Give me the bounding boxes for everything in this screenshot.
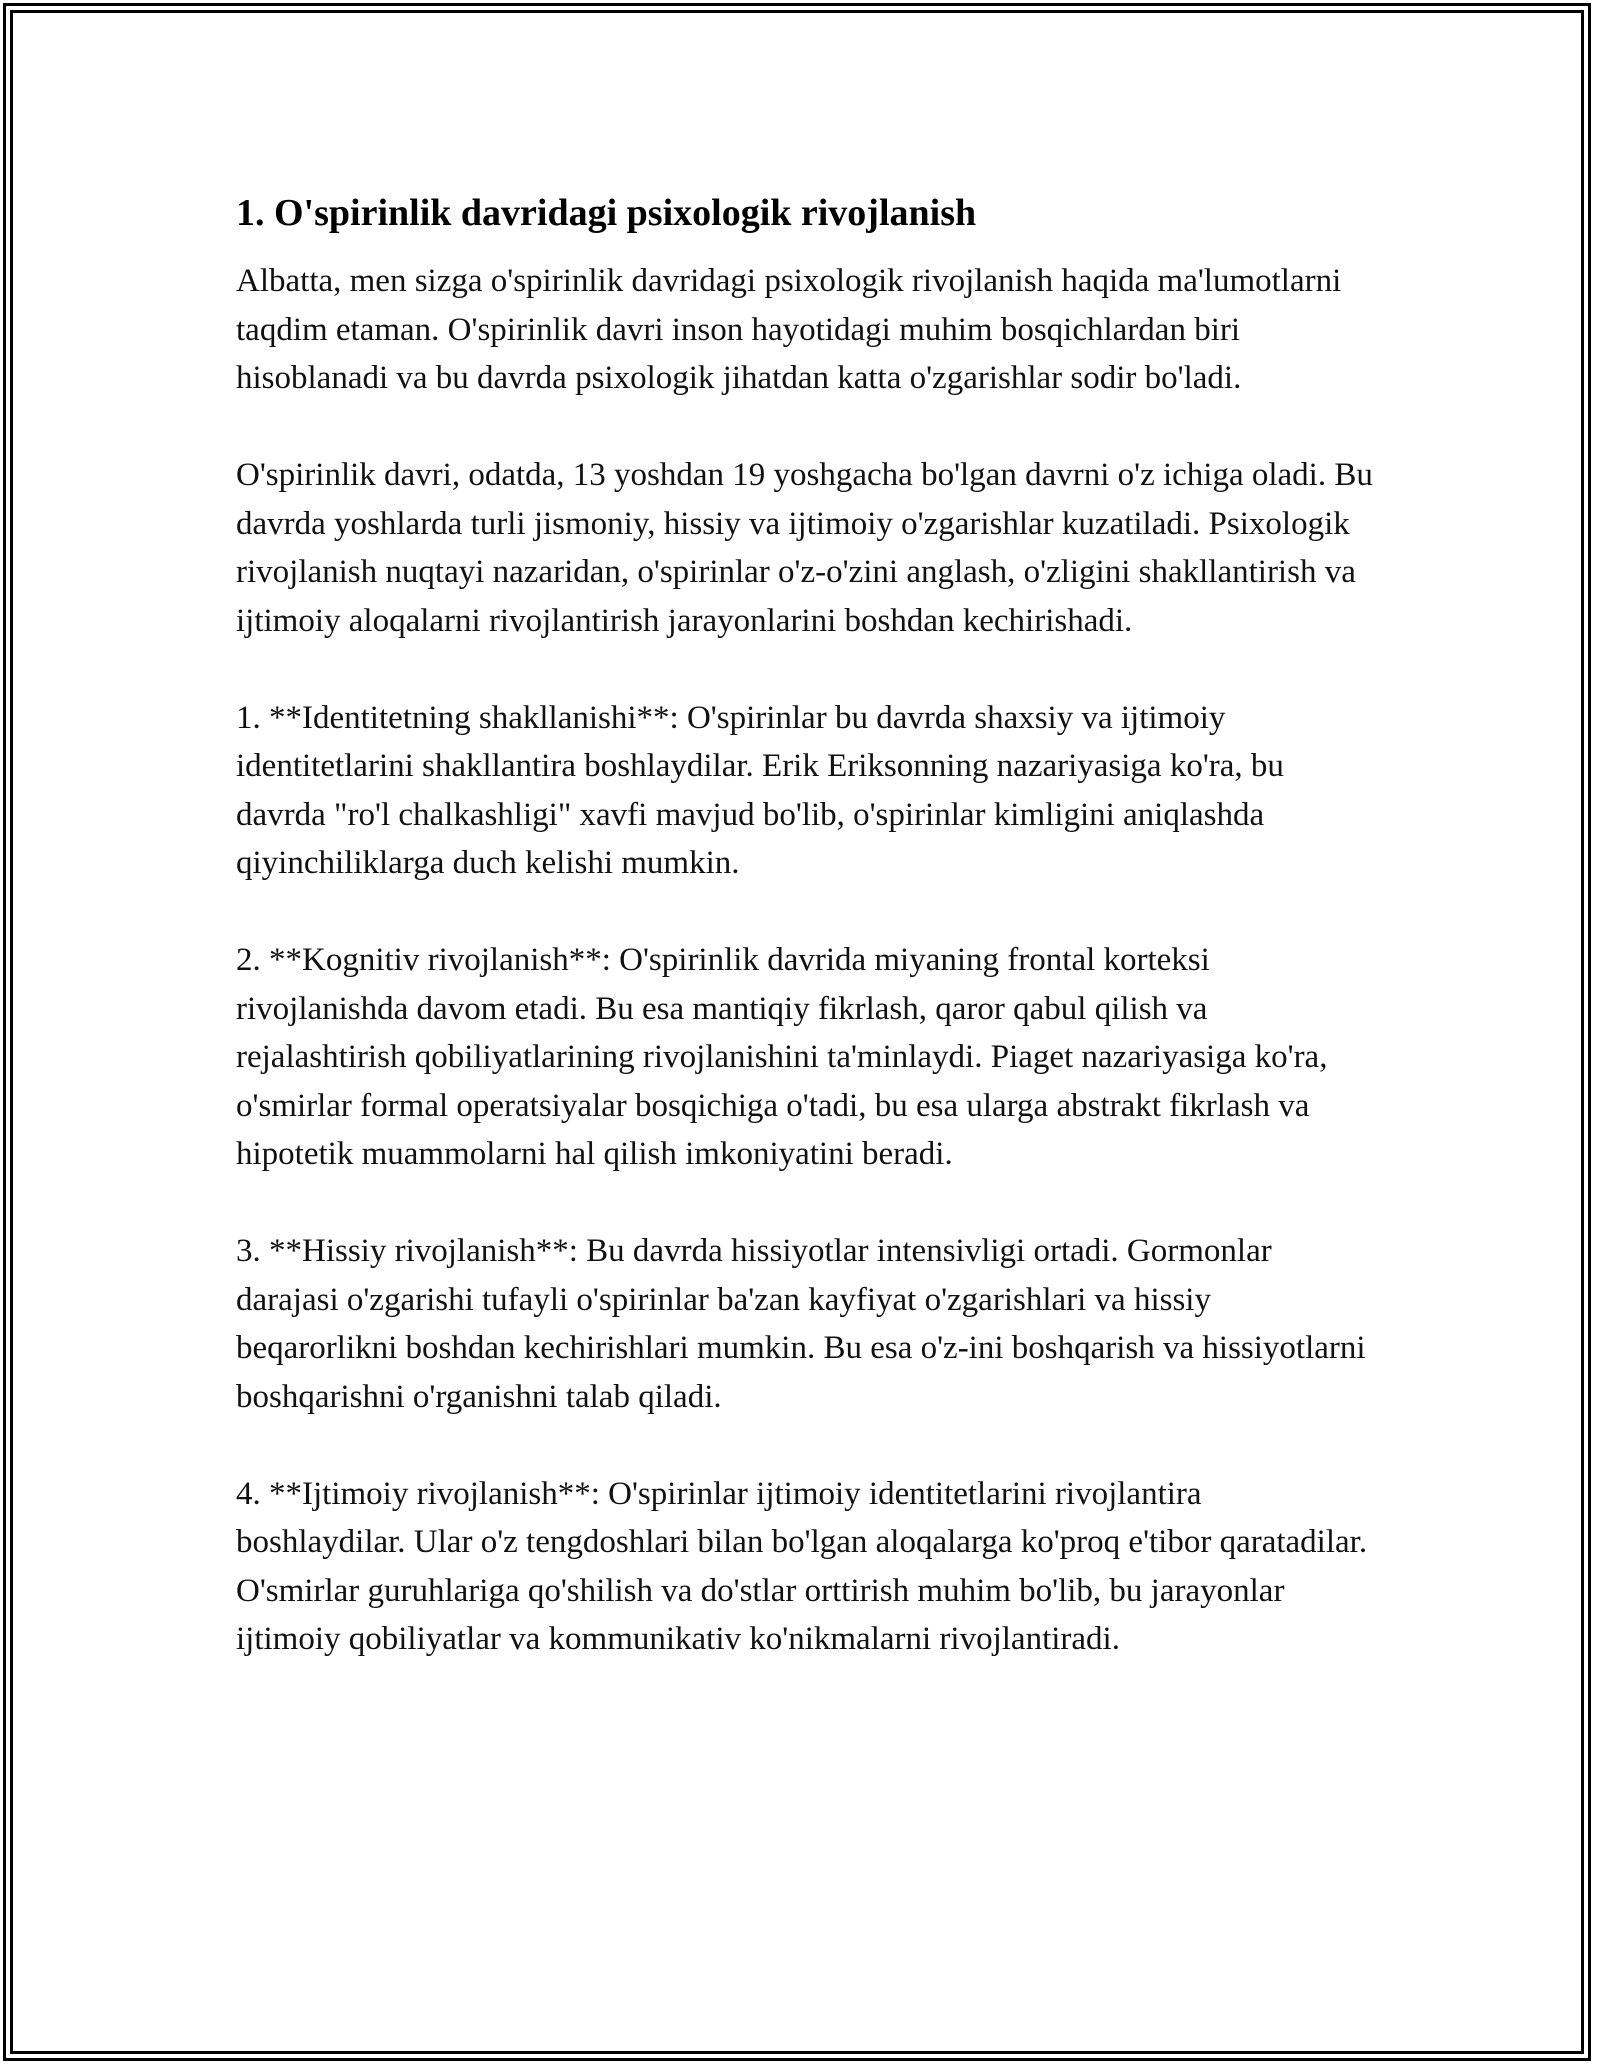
paragraph-cognitive: 2. **Kognitiv rivojlanish**: O'spirinlik davrida miyaning frontal korteksi rivojlanishda davom etadi. Bu esa mantiqiy fikrlash, qaror qabul qilish va rejalashtirish qobiliyatlarining rivojlanishini ta'minlaydi. Piaget nazariyasiga ko'ra, o'smirlar formal operatsiyalar bosqichiga o'tadi, bu esa ularga abstrakt fikrlash va hipotetik muammolarni hal qilish imkoniyatini beradi. bbox=[236, 942, 1328, 1172]
paragraph-intro: Albatta, men sizga o'spirinlik davridagi psixologik rivojlanish haqida ma'lumotlarni taqdim etaman. O'spirinlik davri inson hayotidagi muhim bosqichlardan biri hisoblanadi va bu davrda psixologik jihatdan katta o'zgarishlar sodir bo'ladi. bbox=[236, 263, 1342, 396]
paragraph-identity: 1. **Identitetning shakllanishi**: O'spirinlar bu davrda shaxsiy va ijtimoiy identitetlarini shakllantira boshlaydilar. Erik Eriksonning nazariyasiga ko'ra, bu davrda "ro'l chalkashligi" xavfi mavjud bo'lib, o'spirinlar kimligini aniqlashda qiyinchiliklarga duch kelishi mumkin. bbox=[236, 699, 1284, 881]
paragraph-social: 4. **Ijtimoiy rivojlanish**: O'spirinlar ijtimoiy identitetlarini rivojlantira boshlaydilar. Ular o'z tengdoshlari bilan bo'lgan aloqalarga ko'proq e'tibor qaratadilar. O'smirlar guruhlariga qo'shilish va do'stlar orttirish muhim bo'lib, bu jarayonlar ijtimoiy qobiliyatlar va kommunikativ ko'nikmalarni rivojlantiradi. bbox=[236, 1475, 1368, 1657]
document-title: 1. O'spirinlik davridagi psixologik rivojlanish bbox=[236, 192, 977, 234]
paragraph-age-range: O'spirinlik davri, odatda, 13 yoshdan 19 yoshgacha bo'lgan davrni o'z ichiga oladi. Bu davrda yoshlarda turli jismoniy, hissiy va ijtimoiy o'zgarishlar kuzatiladi. Psixologik rivojlanish nuqtayi nazaridan, o'spirinlar o'z-o'zini anglash, o'zligini shakllantirish va ijtimoiy aloqalarni rivojlantirish jarayonlarini boshdan kechirishadi. bbox=[236, 457, 1373, 639]
paragraph-emotional: 3. **Hissiy rivojlanish**: Bu davrda hissiyotlar intensivligi ortadi. Gormonlar darajasi o'zgarishi tufayli o'spirinlar ba'zan kayfiyat o'zgarishlari va hissiy beqarorlikni boshdan kechirishlari mumkin. Bu esa o'z-ini boshqarish va hissiyotlarni boshqarishni o'rganishni talab qiladi. bbox=[236, 1233, 1366, 1415]
document-body bbox=[236, 188, 1376, 1712]
